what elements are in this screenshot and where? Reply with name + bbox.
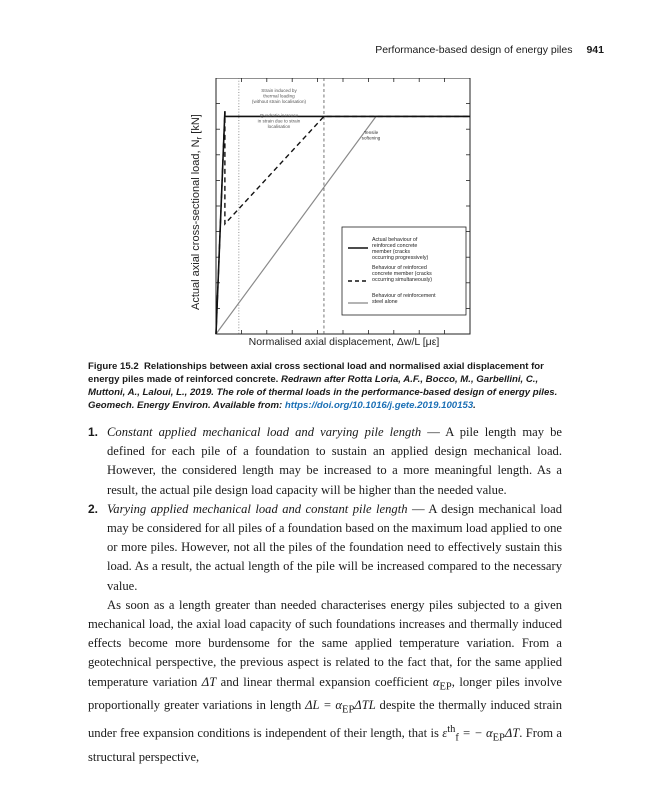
caption-credit: Redrawn after Rotta Loria, A.F., Bocco, M., Garbellini, C., Muttoni, A., Laloui, L., 2019. The role of thermal loads in the performance-based design of energy piles. Geomech. Energy Environ. Available from: (88, 374, 558, 411)
math-sub-ep: EP (492, 732, 505, 744)
page-number: 941 (586, 44, 604, 56)
legend-text: concrete member (cracks (372, 271, 432, 277)
list-item-title: Varying applied mechanical load and constant pile length (107, 501, 408, 516)
math-alpha: α (432, 674, 440, 689)
annot-tensile-line: softening (361, 135, 381, 141)
legend-text: steel alone (372, 299, 398, 305)
legend-text: member (cracks (372, 249, 410, 255)
legend-text: occurring progressively) (372, 255, 429, 261)
body-text (88, 423, 562, 767)
annot-tensile-line: Tensile (363, 130, 379, 135)
legend-text: Actual behaviour of (372, 237, 418, 243)
legend-text: reinforced concrete (372, 243, 418, 249)
annotation-tensile (362, 130, 381, 141)
annot-strain-line: thermal loading (263, 93, 295, 99)
annot-quadratic-line: Quadratic increase (259, 113, 299, 118)
legend (342, 227, 466, 315)
para-text: As soon as a length greater than needed characterises energy piles subjected to a given mechanical load, the axial load capacity of such foundations increases and thermally induced effects become more burdensome for the same applied temperature variation. From a geotechnical perspective, the previous aspect is related to the fact that, for the same applied temperature variation (88, 597, 562, 689)
math-sub-f: f (455, 732, 459, 744)
figure-caption (88, 360, 568, 412)
math-delta-t: ΔT (504, 726, 520, 741)
para-text: , longer piles involve proportionally greater variations in length (88, 674, 562, 713)
caption-doi-link[interactable]: https://doi.org/10.1016/j.gete.2019.100153 (284, 400, 474, 411)
caption-text: Relationships between axial cross sectional load and normalised axial displacement for energy piles made of reinforced concrete. (88, 361, 544, 385)
list-item-title: Constant applied mechanical load and varying pile length (107, 425, 422, 439)
caption-end: . (473, 400, 476, 411)
numbered-list (88, 423, 562, 596)
figure-chart (186, 78, 476, 348)
list-item-text: A design mechanical load may be considered for all piles of a foundation based on the maximum load applied to one or more piles. However, not all the piles of the foundation need to effectively sustain this load. As a result, the actual length of the pile will be increased compared to the necessary value. (107, 501, 562, 593)
annotation-quadratic (258, 113, 301, 129)
list-item-number: 1. (88, 425, 99, 439)
list-item-sep: — (421, 425, 446, 439)
y-axis-label-unit: [kN] (190, 114, 202, 134)
math-sub-ep: EP (342, 704, 355, 716)
math-delta-t: ΔT (201, 674, 217, 689)
list-item (88, 500, 562, 596)
para-text: . From a structural perspective, (88, 726, 562, 764)
legend-text: occurring simultaneously) (372, 277, 433, 283)
list-item-number: 2. (88, 501, 99, 516)
math-delta-l: ΔL = α (305, 698, 343, 713)
math-delta-tl: ΔTL (354, 698, 376, 713)
y-axis-label-sub: r (194, 136, 204, 140)
legend-text: Behaviour of reinforced (372, 265, 427, 271)
annot-quadratic-line: in strain due to strain (257, 118, 301, 124)
y-axis-label-main: Actual axial cross-sectional load, N (190, 139, 202, 310)
math-equals: = − α (458, 726, 493, 741)
annotation-strain (252, 88, 307, 104)
para-text: despite the thermally induced strain under free expansion conditions is independent of their length, that is (88, 698, 563, 741)
math-epsilon: ε (442, 726, 448, 741)
running-header (375, 44, 604, 56)
math-sub-ep: EP (439, 681, 452, 693)
annot-strain-line: Strain induced by (261, 88, 297, 93)
annot-quadratic-line: localisation (267, 124, 291, 129)
x-axis-label: Normalised axial displacement, Δw/L [με] (248, 336, 440, 348)
y-axis-label (190, 114, 204, 310)
legend-text: Behaviour of reinforcement (372, 293, 436, 299)
annot-strain-line: (without strain localisation) (251, 99, 307, 104)
running-title: Performance-based design of energy piles (375, 44, 573, 56)
math-sup-th: th (447, 724, 456, 736)
paragraph (88, 596, 562, 767)
caption-label: Figure 15.2 (88, 361, 139, 372)
list-item-text: A pile length may be defined for each pile of a foundation to sustain an applied design mechanical load. However, the considered length may be increased to a more meaningful length. As a result, the actual pile design load capacity will be higher than the needed value. (107, 425, 562, 497)
para-text: and linear thermal expansion coefficient (216, 674, 433, 689)
list-item (88, 423, 562, 500)
list-item-sep: — (407, 501, 429, 516)
